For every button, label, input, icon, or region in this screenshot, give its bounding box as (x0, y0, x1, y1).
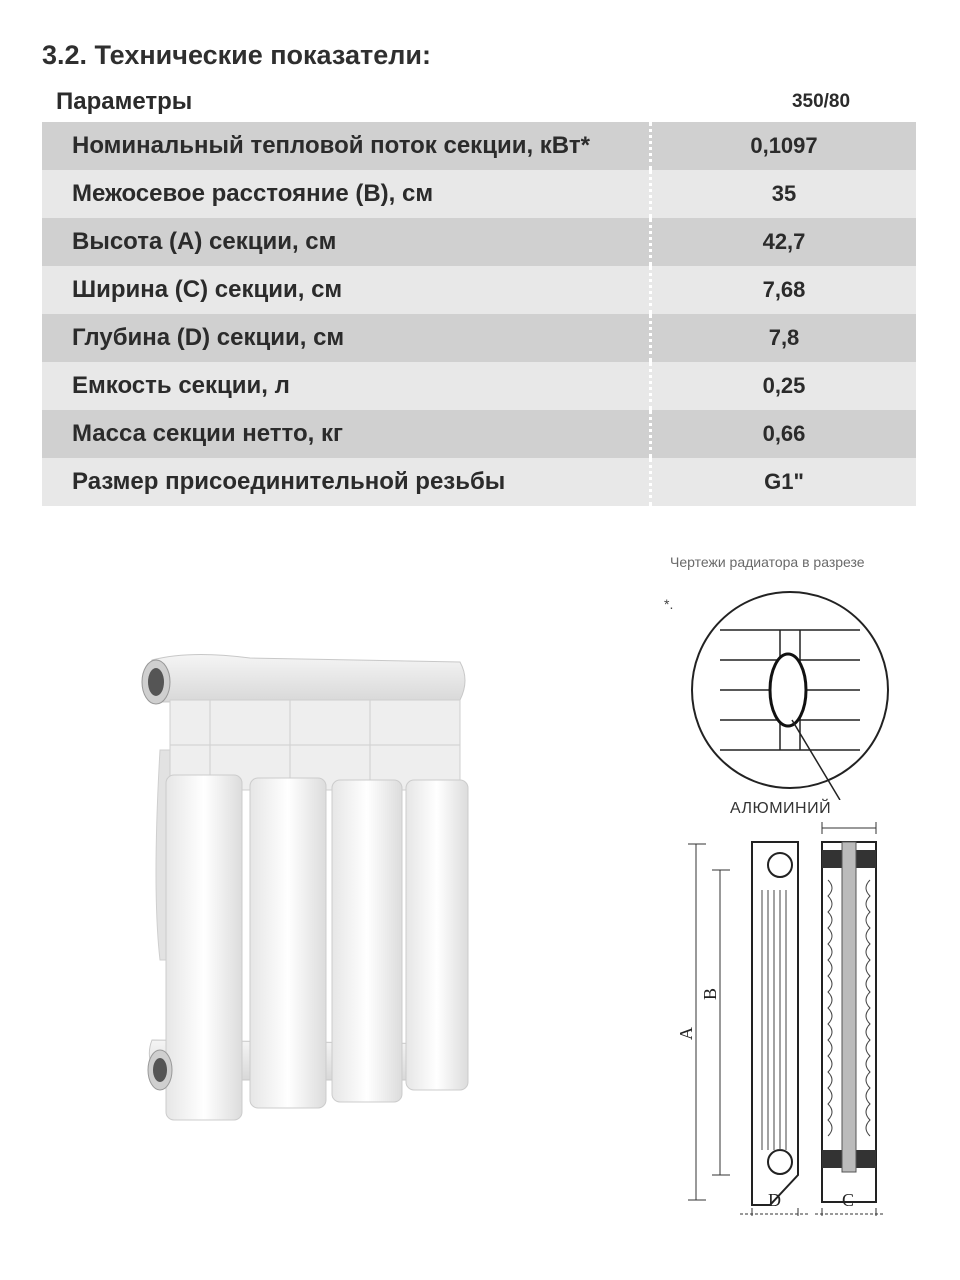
row-value: 7,68 (762, 277, 806, 302)
table-row (42, 218, 916, 266)
dim-label-d: D (768, 1190, 781, 1210)
row-param: Высота (А) секции, см (42, 218, 652, 266)
header-param: Параметры (56, 88, 193, 115)
row-value: 42,7 (762, 229, 806, 254)
table-row (42, 362, 916, 410)
row-value: 0,25 (762, 373, 806, 398)
row-value: G1" (764, 469, 804, 494)
row-value: 0,1097 (750, 133, 818, 158)
row-value: 35 (771, 181, 797, 206)
header-model: 350/80 (791, 91, 851, 112)
row-param: Межосевое расстояние (В), см (42, 170, 652, 218)
row-value: 7,8 (768, 325, 800, 350)
material-label: АЛЮМИНИЙ (730, 800, 832, 817)
row-param: Емкость секции, л (42, 362, 652, 410)
spec-table (42, 82, 916, 506)
dim-label-c: C (842, 1190, 855, 1210)
table-row (42, 266, 916, 314)
row-value: 0,66 (762, 421, 806, 446)
row-param: Ширина (С) секции, см (42, 266, 652, 314)
dim-label-a: A (676, 1027, 696, 1040)
section-profile-drawing (670, 820, 900, 1220)
table-row (42, 170, 916, 218)
table-header (42, 82, 916, 122)
cross-section-circle (680, 590, 900, 800)
row-param: Размер присоединительной резьбы (42, 458, 652, 506)
star-note: *. (664, 596, 674, 612)
drawing-caption: Чертежи радиатора в разрезе (670, 554, 865, 570)
table-row (42, 314, 916, 362)
row-param: Масса секции нетто, кг (42, 410, 652, 458)
page-title: 3.2. Технические показатели: (42, 40, 431, 70)
row-param: Номинальный тепловой поток секции, кВт* (42, 122, 652, 170)
table-row (42, 458, 916, 506)
radiator-image (130, 640, 480, 1130)
table-row (42, 122, 916, 170)
table-row (42, 410, 916, 458)
dim-label-b: B (700, 987, 720, 1000)
row-param: Глубина (D) секции, см (42, 314, 652, 362)
